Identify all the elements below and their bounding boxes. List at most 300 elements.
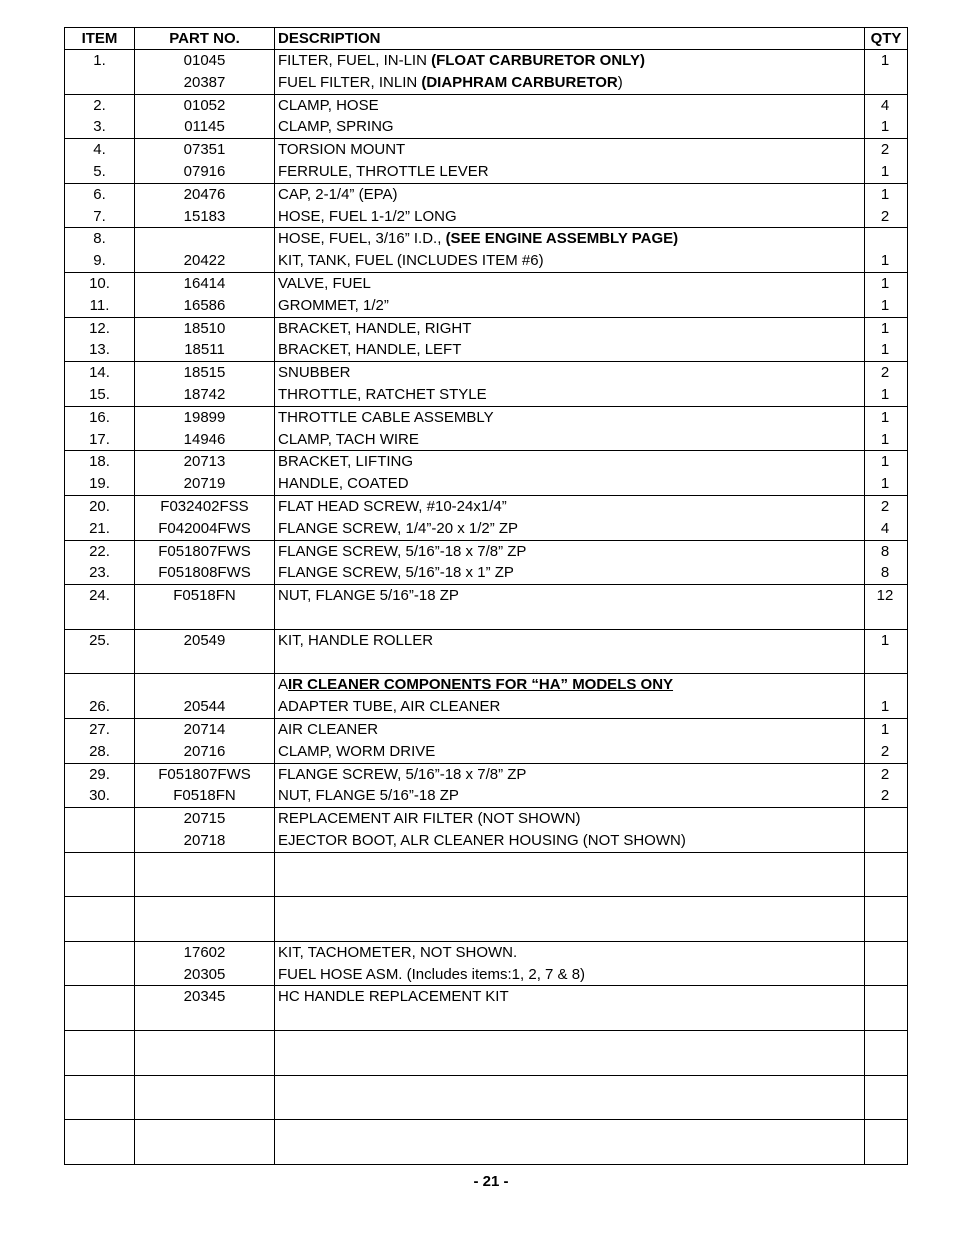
qty-cell — [865, 674, 908, 719]
item-cell — [65, 317, 135, 362]
desc-line — [275, 830, 864, 852]
part-text: 16586 — [183, 296, 226, 314]
part-text: 20476 — [183, 185, 226, 203]
item-line — [65, 295, 134, 317]
part-no-cell — [135, 1120, 275, 1165]
item-line — [65, 741, 134, 763]
table-row — [65, 629, 908, 674]
item-text: 6. — [93, 185, 106, 203]
description-cell — [275, 1075, 865, 1120]
item-line — [65, 830, 134, 852]
qty-text: 2 — [880, 742, 890, 760]
part-line — [135, 562, 274, 584]
description-cell — [275, 50, 865, 95]
qty-text: 1 — [880, 252, 890, 270]
qty-cell — [865, 1075, 908, 1120]
table-row — [65, 941, 908, 986]
part-no-cell — [135, 540, 275, 585]
desc-text: NUT, FLANGE 5/16”-18 ZP — [278, 787, 459, 805]
description-cell — [275, 228, 865, 273]
qty-line — [865, 50, 907, 72]
part-no-cell — [135, 50, 275, 95]
desc-text: KIT, HANDLE ROLLER — [278, 631, 434, 649]
part-no-cell — [135, 272, 275, 317]
item-line — [65, 562, 134, 584]
qty-line — [865, 874, 907, 896]
item-cell — [65, 763, 135, 808]
part-line — [135, 942, 274, 964]
part-text: F032402FSS — [160, 497, 249, 515]
item-text: 21. — [89, 519, 110, 537]
description-cell — [275, 941, 865, 986]
part-text: F051807FWS — [158, 765, 251, 783]
part-line — [135, 1076, 274, 1098]
item-text: 18. — [89, 453, 110, 471]
table-row — [65, 139, 908, 184]
qty-line — [865, 384, 907, 406]
desc-line — [275, 1008, 864, 1030]
desc-text: KIT, TANK, FUEL (INCLUDES ITEM #6) — [278, 252, 544, 270]
qty-line — [865, 407, 907, 429]
qty-text: 1 — [880, 631, 890, 649]
header-part-no: PART NO. — [135, 28, 275, 50]
description-cell — [275, 1120, 865, 1165]
part-text: 18511 — [184, 341, 225, 359]
item-text: 5. — [93, 162, 106, 180]
qty-line — [865, 719, 907, 741]
table-row — [65, 1120, 908, 1165]
part-text: 20422 — [183, 252, 226, 270]
part-line — [135, 384, 274, 406]
part-line — [135, 652, 274, 674]
item-cell — [65, 139, 135, 184]
description-cell — [275, 718, 865, 763]
desc-text: FILTER, FUEL, IN-LIN — [278, 52, 432, 69]
qty-cell — [865, 272, 908, 317]
item-line — [65, 652, 134, 674]
desc-text: A — [278, 676, 289, 694]
item-line — [65, 764, 134, 786]
qty-cell — [865, 495, 908, 540]
desc-line — [275, 541, 864, 563]
desc-line — [275, 585, 864, 607]
part-line — [135, 139, 274, 161]
part-line — [135, 986, 274, 1008]
qty-text: 1 — [880, 341, 890, 359]
item-text: 27. — [89, 720, 110, 738]
qty-line — [865, 630, 907, 652]
item-text: 24. — [89, 587, 110, 605]
desc-line — [275, 942, 864, 964]
qty-line — [865, 295, 907, 317]
item-line — [65, 1120, 134, 1142]
part-text: 14946 — [183, 430, 226, 448]
item-line — [65, 429, 134, 451]
item-cell — [65, 228, 135, 273]
table-row — [65, 272, 908, 317]
table-row — [65, 540, 908, 585]
qty-line — [865, 585, 907, 607]
item-cell — [65, 941, 135, 986]
desc-line — [275, 139, 864, 161]
qty-line — [865, 652, 907, 674]
qty-cell — [865, 629, 908, 674]
description-cell — [275, 139, 865, 184]
desc-line — [275, 874, 864, 896]
part-line — [135, 541, 274, 563]
qty-text: 8 — [880, 542, 890, 560]
desc-text: REPLACEMENT AIR FILTER (NOT SHOWN) — [278, 810, 581, 828]
part-no-cell — [135, 718, 275, 763]
part-line — [135, 295, 274, 317]
desc-line — [275, 429, 864, 451]
item-cell — [65, 1075, 135, 1120]
part-no-cell — [135, 1031, 275, 1076]
qty-line — [865, 696, 907, 718]
item-text: 8. — [93, 230, 106, 248]
item-cell — [65, 451, 135, 496]
qty-line — [865, 897, 907, 919]
table-row — [65, 718, 908, 763]
desc-text: HOSE, FUEL 1-1/2” LONG — [278, 207, 457, 225]
item-line — [65, 964, 134, 986]
desc-line — [275, 362, 864, 384]
desc-line — [275, 161, 864, 183]
qty-line — [865, 1142, 907, 1164]
desc-line — [275, 1031, 864, 1053]
qty-cell — [865, 763, 908, 808]
item-line — [65, 339, 134, 361]
desc-line — [275, 72, 864, 94]
qty-text: 8 — [880, 564, 890, 582]
item-line — [65, 1076, 134, 1098]
item-line — [65, 161, 134, 183]
qty-text: 1 — [880, 698, 890, 716]
part-no-cell — [135, 674, 275, 719]
item-line — [65, 607, 134, 629]
item-text: 29. — [89, 765, 110, 783]
desc-text: THROTTLE CABLE ASSEMBLY — [278, 408, 494, 426]
item-line — [65, 874, 134, 896]
qty-text: 1 — [880, 430, 890, 448]
desc-line — [275, 719, 864, 741]
item-line — [65, 897, 134, 919]
item-line — [65, 853, 134, 875]
qty-line — [865, 1053, 907, 1075]
table-row — [65, 317, 908, 362]
desc-line — [275, 1076, 864, 1098]
part-text: 17602 — [183, 943, 226, 961]
item-text: 16. — [89, 408, 110, 426]
item-line — [65, 541, 134, 563]
item-line — [65, 184, 134, 206]
qty-line — [865, 853, 907, 875]
qty-line — [865, 139, 907, 161]
qty-cell — [865, 50, 908, 95]
part-line — [135, 964, 274, 986]
item-line — [65, 808, 134, 830]
part-no-cell — [135, 139, 275, 184]
qty-text: 2 — [880, 497, 890, 515]
qty-text: 1 — [880, 475, 890, 493]
qty-line — [865, 206, 907, 228]
part-text: 01045 — [183, 52, 226, 69]
item-cell — [65, 50, 135, 95]
part-no-cell — [135, 451, 275, 496]
desc-text: BRACKET, HANDLE, LEFT — [278, 341, 462, 359]
item-line — [65, 116, 134, 138]
item-line — [65, 50, 134, 72]
part-no-cell — [135, 317, 275, 362]
item-cell — [65, 1031, 135, 1076]
item-line — [65, 473, 134, 495]
desc-text: SNUBBER — [278, 364, 351, 382]
item-text: 12. — [89, 319, 110, 337]
part-text: 20718 — [183, 831, 226, 849]
part-no-cell — [135, 585, 275, 630]
part-line — [135, 339, 274, 361]
qty-line — [865, 116, 907, 138]
desc-line — [275, 897, 864, 919]
desc-text: CLAMP, TACH WIRE — [278, 430, 419, 448]
desc-line — [275, 607, 864, 629]
qty-line — [865, 1097, 907, 1119]
header-description: DESCRIPTION — [275, 28, 865, 50]
desc-line — [275, 1053, 864, 1075]
item-line — [65, 206, 134, 228]
qty-cell — [865, 718, 908, 763]
qty-cell — [865, 183, 908, 228]
part-line — [135, 853, 274, 875]
qty-cell — [865, 585, 908, 630]
item-line — [65, 407, 134, 429]
item-text: 11. — [89, 296, 110, 314]
part-no-cell — [135, 808, 275, 853]
part-line — [135, 407, 274, 429]
item-line — [65, 1008, 134, 1030]
desc-text: NUT, FLANGE 5/16”-18 ZP — [278, 587, 459, 605]
desc-line — [275, 785, 864, 807]
item-cell — [65, 495, 135, 540]
part-line — [135, 429, 274, 451]
desc-text: EJECTOR BOOT, ALR CLEANER HOUSING (NOT SHOWN) — [278, 831, 686, 849]
qty-text: 12 — [876, 587, 894, 605]
table-row — [65, 986, 908, 1031]
item-line — [65, 228, 134, 250]
desc-text: FUEL FILTER, INLIN — [278, 73, 422, 91]
item-text: 23. — [89, 564, 110, 582]
part-line — [135, 741, 274, 763]
part-text: F0518FN — [173, 787, 236, 805]
desc-line — [275, 496, 864, 518]
item-line — [65, 942, 134, 964]
item-line — [65, 1031, 134, 1053]
table-row — [65, 1031, 908, 1076]
desc-text: HC HANDLE REPLACEMENT KIT — [278, 988, 509, 1006]
part-text: 20549 — [183, 631, 226, 649]
desc-text: FUEL HOSE ASM. (Includes items:1, 2, 7 & 8) — [278, 965, 586, 983]
item-line — [65, 72, 134, 94]
part-line — [135, 518, 274, 540]
qty-text: 1 — [880, 52, 890, 69]
item-line — [65, 630, 134, 652]
qty-line — [865, 429, 907, 451]
item-line — [65, 139, 134, 161]
table-row — [65, 94, 908, 139]
item-text: 9. — [93, 252, 106, 270]
description-cell — [275, 183, 865, 228]
qty-line — [865, 228, 907, 250]
part-line — [135, 95, 274, 117]
desc-text: BRACKET, HANDLE, RIGHT — [278, 319, 472, 337]
part-text: 15183 — [183, 207, 226, 225]
part-text: 20713 — [183, 453, 226, 471]
part-text: 20345 — [183, 988, 226, 1006]
part-line — [135, 273, 274, 295]
part-line — [135, 496, 274, 518]
item-text: 25. — [89, 631, 110, 649]
part-no-cell — [135, 495, 275, 540]
part-line — [135, 830, 274, 852]
part-no-cell — [135, 986, 275, 1031]
qty-line — [865, 942, 907, 964]
part-no-cell — [135, 763, 275, 808]
qty-cell — [865, 317, 908, 362]
qty-text: 4 — [880, 519, 890, 537]
part-no-cell — [135, 406, 275, 451]
description-cell — [275, 852, 865, 897]
item-text: 2. — [93, 96, 106, 114]
qty-line — [865, 830, 907, 852]
desc-line — [275, 206, 864, 228]
desc-line — [275, 808, 864, 830]
qty-line — [865, 607, 907, 629]
qty-line — [865, 451, 907, 473]
description-bold-text: (DIAPHRAM CARBURETOR — [421, 73, 618, 91]
table-row — [65, 228, 908, 273]
part-text: F051808FWS — [158, 564, 251, 582]
part-text: F0518FN — [173, 587, 236, 605]
part-text: 18510 — [183, 319, 226, 337]
item-text: 22. — [89, 542, 110, 560]
qty-text: 2 — [880, 364, 890, 382]
item-line — [65, 1097, 134, 1119]
qty-cell — [865, 986, 908, 1031]
part-no-cell — [135, 897, 275, 942]
qty-line — [865, 1031, 907, 1053]
header-qty: QTY — [865, 28, 908, 50]
item-cell — [65, 406, 135, 451]
qty-cell — [865, 808, 908, 853]
item-cell — [65, 852, 135, 897]
table-row — [65, 852, 908, 897]
part-line — [135, 1053, 274, 1075]
item-text: 3. — [93, 118, 106, 136]
item-text: 7. — [93, 207, 106, 225]
item-text: 20. — [89, 497, 110, 515]
part-line — [135, 897, 274, 919]
description-cell — [275, 986, 865, 1031]
item-text: 14. — [89, 364, 110, 382]
desc-text: HANDLE, COATED — [278, 475, 409, 493]
header-row — [65, 28, 908, 50]
part-line — [135, 451, 274, 473]
description-tail-text: ) — [617, 73, 623, 91]
table-row — [65, 50, 908, 95]
description-cell — [275, 317, 865, 362]
item-text: 1. — [93, 52, 106, 69]
qty-line — [865, 339, 907, 361]
qty-cell — [865, 540, 908, 585]
item-line — [65, 719, 134, 741]
qty-text: 1 — [880, 162, 890, 180]
desc-line — [275, 228, 864, 250]
item-line — [65, 919, 134, 941]
part-line — [135, 808, 274, 830]
description-cell — [275, 451, 865, 496]
item-cell — [65, 272, 135, 317]
qty-cell — [865, 139, 908, 184]
qty-line — [865, 273, 907, 295]
qty-cell — [865, 852, 908, 897]
part-line — [135, 473, 274, 495]
qty-line — [865, 1008, 907, 1030]
desc-text: THROTTLE, RATCHET STYLE — [278, 385, 487, 403]
part-line — [135, 362, 274, 384]
desc-line — [275, 919, 864, 941]
part-no-cell — [135, 228, 275, 273]
qty-line — [865, 674, 907, 696]
item-text: 15. — [89, 385, 110, 403]
desc-line — [275, 630, 864, 652]
qty-line — [865, 1076, 907, 1098]
part-no-cell — [135, 183, 275, 228]
item-line — [65, 95, 134, 117]
qty-line — [865, 986, 907, 1008]
desc-line — [275, 986, 864, 1008]
table-row — [65, 897, 908, 942]
description-bold-text: (SEE ENGINE ASSEMBLY PAGE) — [445, 230, 679, 248]
desc-line — [275, 250, 864, 272]
item-text: 13. — [89, 341, 110, 359]
item-cell — [65, 540, 135, 585]
desc-text: FLANGE SCREW, 5/16”-18 x 1” ZP — [278, 564, 514, 582]
part-no-cell — [135, 362, 275, 407]
item-line — [65, 318, 134, 340]
part-text: 01052 — [183, 96, 226, 114]
parts-table — [64, 27, 908, 1165]
item-cell — [65, 94, 135, 139]
qty-cell — [865, 451, 908, 496]
part-line — [135, 72, 274, 94]
description-cell — [275, 763, 865, 808]
part-text: 20387 — [183, 73, 226, 91]
qty-text: 1 — [880, 118, 890, 136]
part-line — [135, 919, 274, 941]
item-line — [65, 986, 134, 1008]
item-line — [65, 451, 134, 473]
qty-text: 1 — [880, 453, 890, 471]
qty-line — [865, 541, 907, 563]
part-line — [135, 696, 274, 718]
item-line — [65, 696, 134, 718]
qty-cell — [865, 941, 908, 986]
qty-line — [865, 473, 907, 495]
part-text: 16414 — [183, 274, 226, 292]
qty-cell — [865, 1031, 908, 1076]
part-text: 20716 — [183, 742, 226, 760]
desc-text: FLANGE SCREW, 1/4”-20 x 1/2” ZP — [278, 519, 519, 537]
